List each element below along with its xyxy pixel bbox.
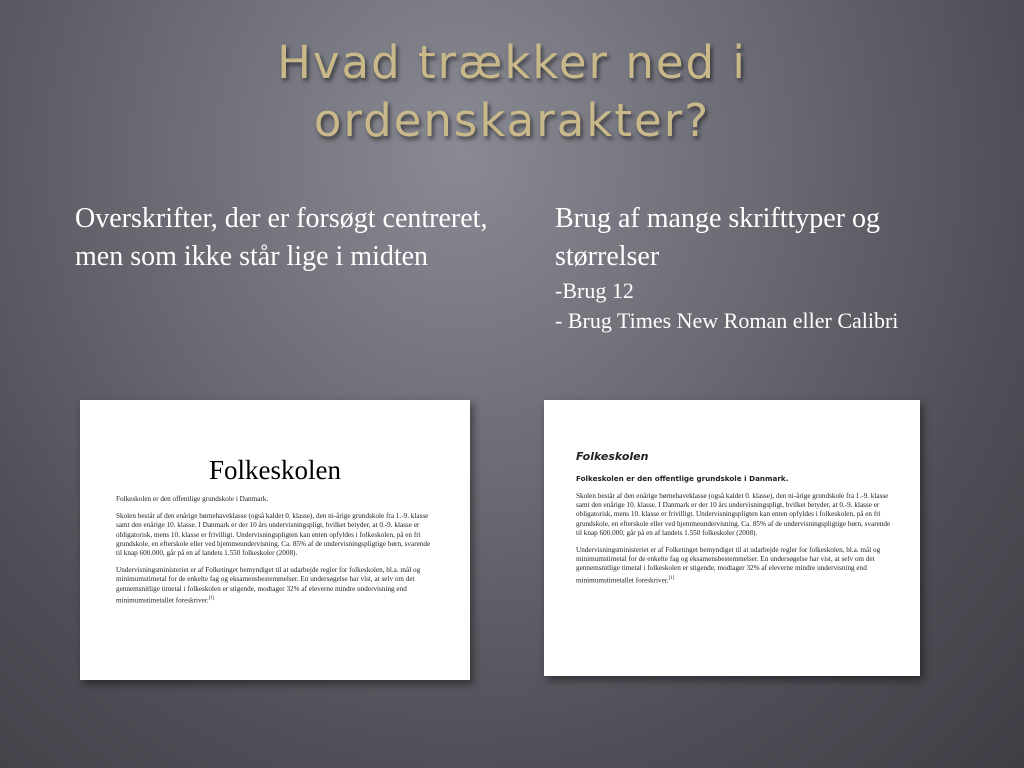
doc-left-paragraph-3-text: Undervisningsministeriet er af Folketinget bemyndiget til at udarbejde regler for folkeskolen, bl.a. mål og minimumstimetal for de enkelte fag og eksamensbestemmelser. En undersøgelse har vist, at selv om det gennemsnitlige timetal i folkeskolen er stigende, modtager 32% af eleverne mindre undervisning end minimumstimetallet foreskriver. <box>116 566 421 605</box>
doc-right-paragraph-2 <box>576 546 894 585</box>
doc-left-footnote: [1] <box>208 595 215 601</box>
left-column-text: Overskrifter, der er forsøgt centreret, men som ikke står lige i midten <box>75 203 488 272</box>
bullet-font-family: - Brug Times New Roman eller Calibri <box>555 308 899 333</box>
doc-right-title: Folkeskolen <box>576 450 649 463</box>
slide-title <box>0 34 1024 150</box>
bullet-font-size: -Brug 12 <box>555 278 634 303</box>
document-example-right <box>544 400 920 676</box>
doc-right-subtitle: Folkeskolen er den offentlige grundskole i Danmark. <box>576 474 789 483</box>
slide-title-line-1: Hvad trækker ned i <box>277 36 747 89</box>
doc-right-paragraph-2-text: Undervisningsministeriet er af Folketinget bemyndiget til at udarbejde regler for folkeskolen, bl.a. mål og minimumstimetal for de enkelte fag og eksamensbestemmelser. En undersøgelse har vist, at selv om det gennemsnitlige timetal i folkeskolen er stigende, modtager 32% af eleverne mindre undervisning end minimumstimetallet foreskriver. <box>576 546 881 585</box>
document-example-left <box>80 400 470 680</box>
right-column-heading: Brug af mange skrifttyper og størrelser <box>555 203 881 272</box>
doc-right-footnote: [1] <box>668 575 675 581</box>
doc-right-body <box>576 492 894 593</box>
right-column <box>555 200 955 336</box>
doc-left-paragraph-1: Folkeskolen er den offentlige grundskole i Danmark. <box>116 495 269 503</box>
doc-left-title: Folkeskolen <box>209 455 341 485</box>
slide-title-line-2: ordenskarakter? <box>313 94 711 147</box>
doc-right-paragraph-1: Skolen består af den enårige børnehaveklasse (også kaldet 0. klasse), den ni-årige grundskole fra 1.-9. klasse samt den enårige 10. klasse. I Danmark er der 10 års undervisningspligt, hvilket betyder, at 0.-9. klasse er obligatorisk, mens 10. klasse er frivilligt. Undervisningspligten kan enten opfyldes i folkeskolen, på en fri grundskole, en efterskole eller ved hjemmeundervisning. Ca. 85% af de undervisningspligtige børn, svarende til knap 600.000, går på en af landets 1.550 folkeskoler (2008). <box>576 492 891 537</box>
doc-left-paragraph-3 <box>116 566 436 605</box>
doc-left-body <box>116 495 436 613</box>
doc-left-paragraph-2: Skolen består af den enårige børnehaveklasse (også kaldet 0. klasse), den ni-årige grundskole fra 1.-9. klasse samt den enårige 10. klasse. I Danmark er der 10 års undervisningspligt, hvilket betyder, at 0.-9. klasse er obligatorisk, mens 10. klasse er frivilligt. Undervisningspligten kan enten opfyldes i folkeskolen, på en fri grundskole, en efterskole eller ved hjemmeundervisning. Ca. 85% af de undervisningspligtige børn, svarende til knap 600.000, går på en af landets 1.550 folkeskoler (2008). <box>116 512 431 558</box>
right-column-bullets <box>555 276 955 336</box>
